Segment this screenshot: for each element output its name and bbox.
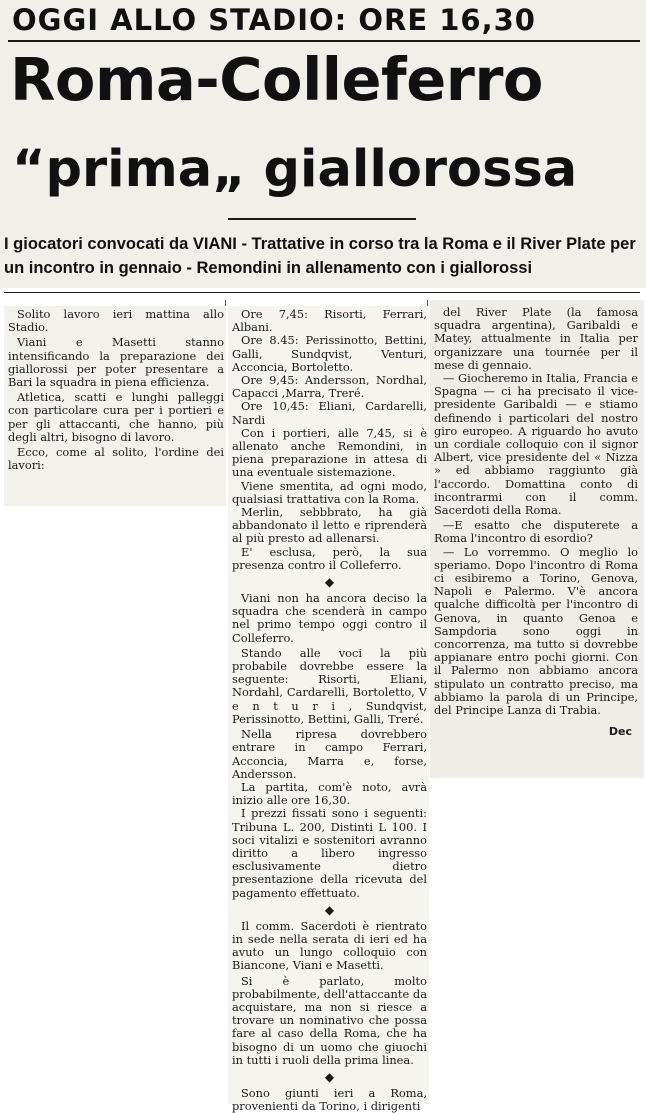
section-separator-icon: ◆: [324, 575, 335, 590]
paragraph: — Lo vorremmo. O meglio lo speriamo. Dopo l'incontro di Roma ci esibiremo a Torino, Genova, Napoli e Palermo. V'è ancora qualche difficoltà per l'incontro di Genova, in quanto Genoa e Sampdoria sono oggi in concorrenza, ma tutto si dovrebbe appianare entro pochi giorni. Con il Palermo non abbiamo ancora stipulato un contratto preciso, ma abbiamo la parola di un Principe, del Principe Lanza di Trabia.: [434, 544, 638, 718]
article-column-2: [228, 306, 429, 1113]
subhead-rule: [4, 292, 640, 293]
paragraph: Viani e Masetti stanno intensificando la preparazione dei giallorossi per poter presentare a Bari la squadra in piena efficienza.: [8, 335, 224, 390]
paragraph: Con i portieri, alle 7,45, si è allenato anche Remondini, in piena preparazione in attesa di una eventuale sistemazione.: [232, 425, 427, 480]
headline-line-2: “prima„ giallorossa: [12, 140, 578, 199]
paragraph: Atletica, scatti e lunghi palleggi con particolare cura per i portieri e per gli attaccanti, che hanno, più degli altri, bisogno di lavoro.: [8, 390, 224, 444]
top-rule: [8, 40, 640, 42]
paragraph: —E esatto che disputerete a Roma l'incontro di esordio?: [434, 518, 638, 546]
article-column-1: [4, 306, 226, 506]
paragraph: Viani non ha ancora deciso la squadra che scenderà in campo nel primo tempo oggi contro il Colleferro.: [232, 591, 427, 645]
paragraph: Merlin, sebbbrato, ha già abbandonato il letto e riprenderà al più presto ad allenarsi.: [232, 505, 427, 546]
headline: Roma-Colleferro: [10, 45, 543, 114]
section-separator-icon: ◆: [324, 1069, 335, 1084]
paragraph: Il comm. Sacerdoti è rientrato in sede nella serata di ieri ed ha avuto un lungo colloquio con Biancone, Viani e Masetti.: [232, 918, 427, 973]
kicker-line: OGGI ALLO STADIO: ORE 16,30: [12, 3, 536, 37]
paragraph: Ore 10,45: Eliani, Cardarelli, Nardi: [232, 399, 427, 427]
paragraph: — Giocheremo in Italia, Francia e Spagna — ci ha precisato il vice-presidente Garibaldi — e stiamo definendo i particolari del nostro giro europeo. A riguardo ho avuto un cordiale colloquio con il signor Albert, vice presidente del « Nizza » ed abbiamo raggiunto già l'accordo. Domattina conto di incontrarmi con il comm. Sacerdoti della Roma.: [434, 371, 638, 518]
paragraph: E' esclusa, però, la sua presenza contro il Colleferro.: [232, 544, 427, 572]
paragraph: Ore 9,45: Andersson, Nordhal, Capacci ,Marra, Treré.: [232, 373, 427, 401]
article-column-3: [430, 300, 644, 778]
paragraph: Ore 8.45: Perissinotto, Bettini, Galli, Sundqvist, Venturi, Acconcia, Bortoletto.: [232, 333, 427, 374]
paragraph: Solito lavoro ieri mattina allo Stadio.: [8, 307, 224, 335]
paragraph: Viene smentita, ad ogni modo, qualsiasi trattativa con la Roma.: [232, 478, 427, 506]
author-signature: Dec: [608, 725, 632, 739]
paragraph: La partita, com'è noto, avrà inizio alle ore 16,30.: [232, 779, 427, 808]
paragraph: Si è parlato, molto probabilmente, dell'attaccante da acquistare, ma non si riesce a trovare un nominativo che possa fare al caso della Roma, che ha bisogno di un uomo che giuochi in tutti i ruoli della prima linea.: [232, 973, 427, 1067]
paragraph: Sono giunti ieri a Roma, provenienti da Torino, i dirigenti: [232, 1085, 427, 1113]
paragraph: Nella ripresa dovrebbero entrare in campo Ferrari, Acconcia, Marra e, forse, Andersson.: [232, 727, 427, 781]
paragraph: Ecco, come al solito, l'ordine dei lavori:: [8, 445, 224, 473]
paragraph: Stando alle voci la più probabile dovrebbe essere la seguente: Risorti, Eliani, Nordahl, Cardarelli, Bortoletto, V e n t u r i , Sundqvist, Perissinotto, Bettini, Galli, Treré.: [232, 645, 427, 726]
paragraph: Ore 7,45: Risorti, Ferrari, Albani.: [232, 307, 427, 335]
subheadline: I giocatori convocati da VIANI - Trattative in corso tra la Roma e il River Plate per un incontro in gennaio - Remondini in allenamento con i giallorossi: [4, 235, 636, 277]
section-separator-icon: ◆: [324, 902, 335, 917]
paragraph: del River Plate (la famosa squadra argentina), Garibaldi e Matey, attualmente in Italia per organizzare una tournée per il mese di gennaio.: [434, 305, 638, 372]
paragraph: I prezzi fissati sono i seguenti: Tribuna L. 200, Distinti L 100. I soci vitalizi e sostenitori avranno diritto a libero ingresso esclusivamente dietro presentazione della ricevuta del pagamento effettuato.: [232, 806, 427, 900]
headline-rule: [228, 218, 416, 220]
